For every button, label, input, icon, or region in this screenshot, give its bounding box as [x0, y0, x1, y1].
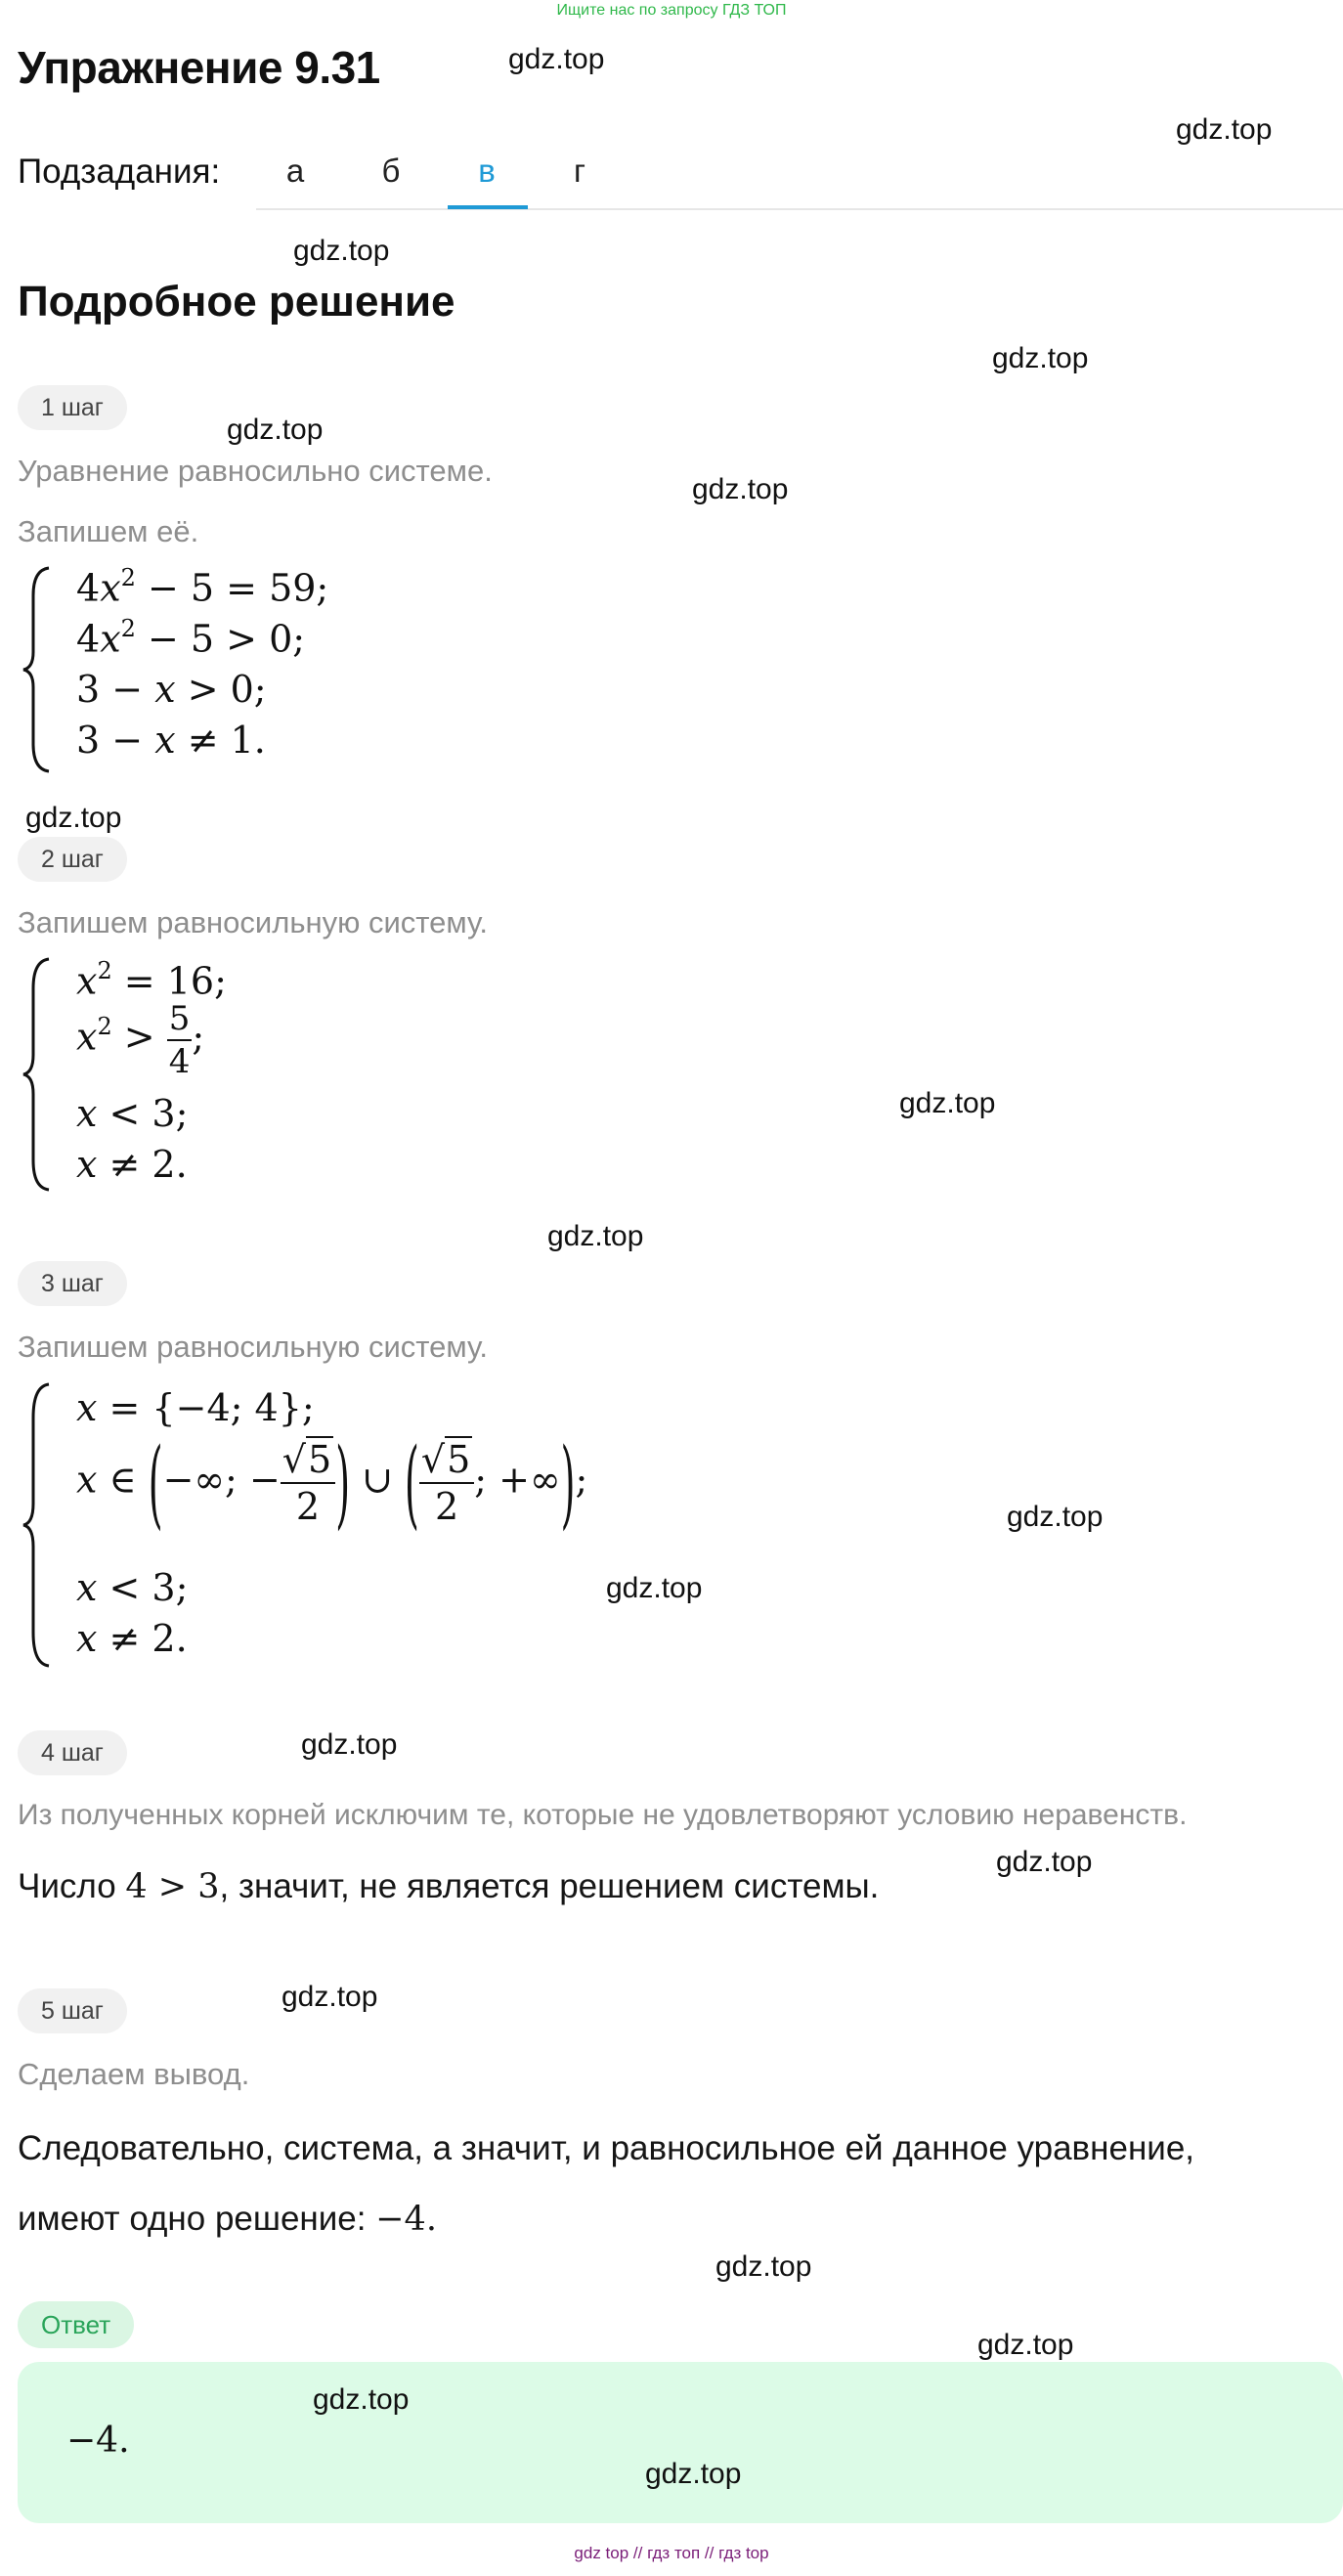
watermark: gdz.top [293, 235, 390, 267]
step-5-badge: 5 шаг [18, 1988, 127, 2033]
answer-box [18, 2362, 1343, 2523]
step-1-line-4: 3 − x ≠ 1. [76, 719, 266, 762]
step-2-line-2: $x^2$ > $\frac{5}{4}$ ; [76, 999, 205, 1081]
footer-links[interactable]: gdz top // гдз топ // гдз top [574, 2544, 769, 2562]
step-2-badge: 2 шаг [18, 837, 127, 882]
step-5-hint: Сделаем вывод. [18, 2057, 250, 2091]
step-4-text-prefix: Число [18, 1867, 116, 1905]
section-title: Подробное решение [18, 278, 455, 326]
step-4-badge: 4 шаг [18, 1730, 127, 1775]
step-2-line-1: $x^2 = 16$; [76, 957, 227, 1003]
paren-close-2: ) [560, 1426, 576, 1540]
step-3-badge: 3 шаг [18, 1261, 127, 1306]
watermark: gdz.top [227, 414, 324, 446]
paren-close-1: ) [335, 1426, 351, 1540]
watermark: gdz.top [992, 342, 1089, 374]
step-5-text-line-2-math: −4. [375, 2200, 437, 2239]
step-4-hint: Из полученных корней исключим те, которые не удовлетворяют условию неравенств. [18, 1799, 1188, 1831]
step-4-text-suffix: , значит, не является решением системы. [219, 1867, 880, 1905]
watermark: gdz.top [282, 1981, 378, 2013]
step-2-system [18, 953, 506, 1198]
step-1-hint-2: Запишем её. [18, 514, 199, 548]
watermark: gdz.top [1176, 113, 1273, 146]
step-4-text-math: 4 > 3 [125, 1867, 220, 1906]
step-3-line-3: x < 3; [76, 1566, 189, 1609]
tab-a[interactable]: а [285, 153, 305, 189]
step-5-text-line-2-prefix: имеют одно решение: [18, 2200, 367, 2238]
step-3-brace [20, 1382, 59, 1668]
step-3-system [18, 1378, 760, 1672]
tabs-divider [256, 208, 1343, 210]
answer-badge: Ответ [18, 2301, 134, 2348]
step-2-line-4: x ≠ 2. [76, 1143, 188, 1186]
step-1-line-2: $4x^2 - 5 > 0$; [76, 615, 306, 661]
step-3-line-1: x = {−4; 4}; [76, 1386, 315, 1429]
watermark: gdz.top [508, 43, 605, 75]
paren-open-1: ( [148, 1426, 163, 1540]
step-5-text-line-1: Следовательно, система, а значит, и равносильное ей данное уравнение, [18, 2129, 1195, 2167]
step-2-hint: Запишем равносильную систему. [18, 905, 489, 939]
step-2-line-3: x < 3; [76, 1092, 189, 1135]
tab-v-active[interactable]: в [478, 153, 496, 189]
fraction-numerator: 5 [167, 1002, 193, 1041]
subtasks-label: Подзадания: [18, 153, 221, 191]
active-tab-indicator [448, 205, 528, 209]
step-1-line-3: 3 − x > 0; [76, 668, 267, 711]
watermark: gdz.top [692, 473, 789, 505]
watermark: gdz.top [996, 1846, 1093, 1878]
step-3-hint: Запишем равносильную систему. [18, 1330, 489, 1364]
watermark: gdz.top [715, 2250, 812, 2283]
step-2-brace [20, 957, 59, 1192]
watermark: gdz.top [606, 1572, 703, 1604]
step-3-line-4: x ≠ 2. [76, 1617, 188, 1660]
tab-b[interactable]: б [381, 153, 401, 189]
watermark: gdz.top [301, 1728, 398, 1761]
watermark: gdz.top [977, 2329, 1074, 2361]
watermark: gdz.top [899, 1087, 996, 1119]
watermark: gdz.top [645, 2458, 742, 2490]
step-1-system [18, 562, 506, 777]
step-3-line-2: x ∈ (−∞; − $\frac{√5}{2}$ ) ∪ ( $\frac{√5}{2}$ ; +∞); [76, 1426, 588, 1540]
step-1-badge: 1 шаг [18, 385, 127, 430]
step-5-text-line-2 [18, 2200, 437, 2239]
answer-value: −4. [66, 2421, 130, 2461]
watermark: gdz.top [313, 2383, 410, 2416]
paren-open-2: ( [405, 1426, 419, 1540]
top-note: Ищите нас по запросу ГДЗ ТОП [556, 2, 787, 19]
tab-g[interactable]: г [573, 153, 586, 189]
fraction-denominator: 4 [168, 1042, 191, 1081]
step-1-line-1: $4x^2 - 5 = 59$; [76, 564, 329, 610]
watermark: gdz.top [1007, 1501, 1104, 1533]
step-1-hint-1: Уравнение равносильно системе. [18, 454, 493, 488]
page-title: Упражнение 9.31 [18, 42, 380, 93]
watermark: gdz.top [547, 1220, 644, 1252]
step-4-text [18, 1867, 879, 1906]
step-1-brace [20, 566, 59, 773]
watermark: gdz.top [25, 802, 122, 834]
